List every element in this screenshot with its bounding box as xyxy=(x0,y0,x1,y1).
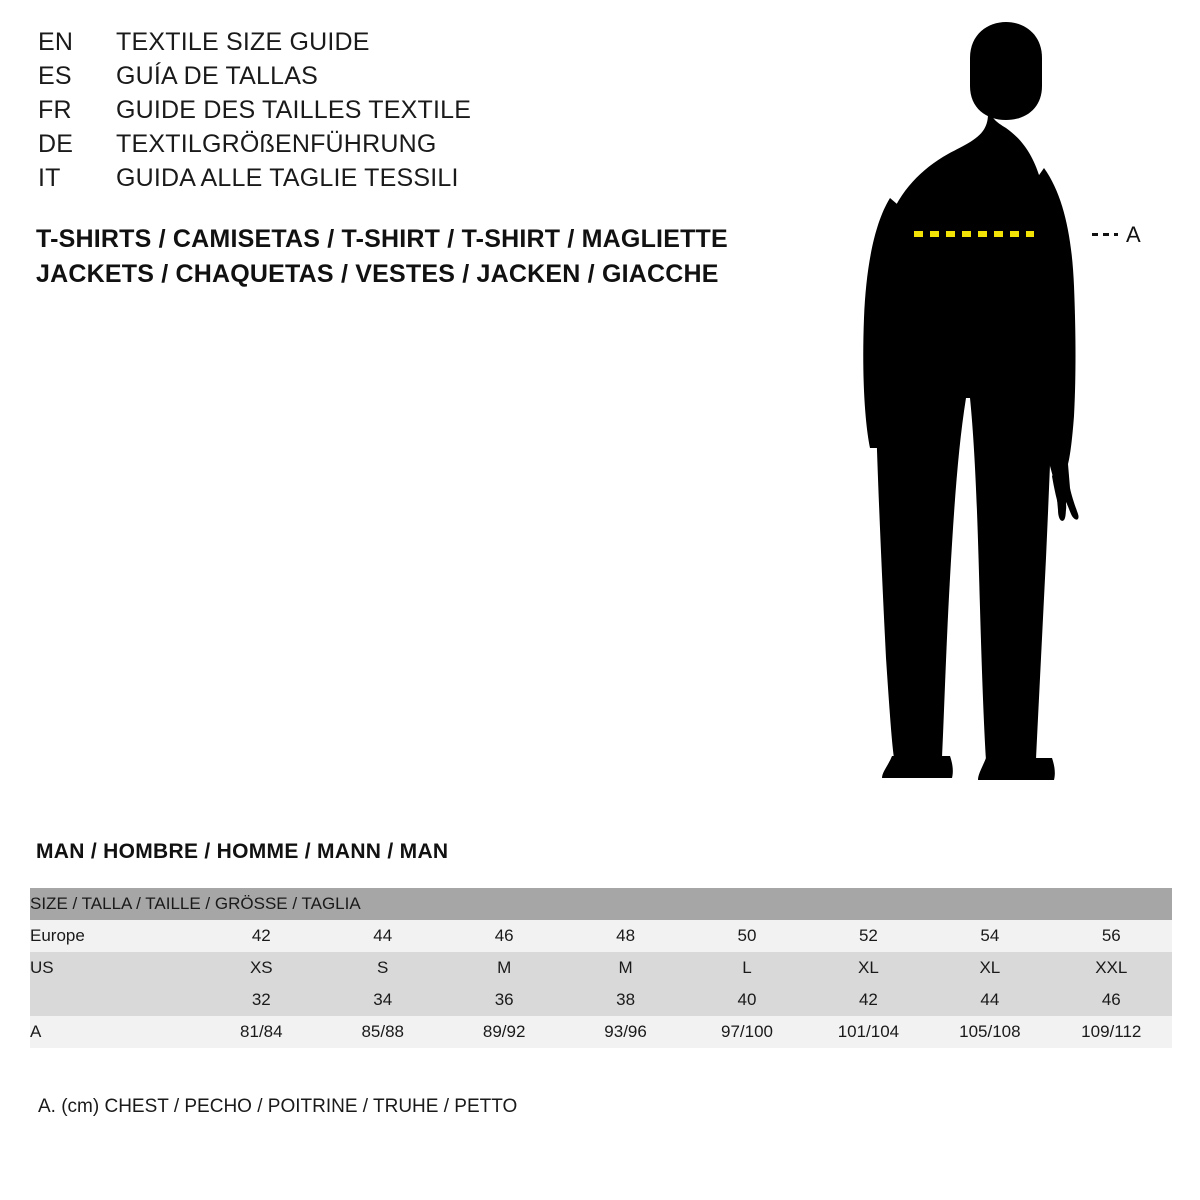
cell-value: 40 xyxy=(686,984,807,1016)
body-silhouette-figure xyxy=(820,18,1180,788)
table-row xyxy=(30,952,1172,984)
language-title: GUIDA ALLE TAGLIE TESSILI xyxy=(116,164,459,192)
cell-value: 101/104 xyxy=(808,1016,929,1048)
cell-value: 44 xyxy=(929,984,1050,1016)
row-label: US xyxy=(30,952,201,984)
cell-value: 97/100 xyxy=(686,1016,807,1048)
table-row xyxy=(30,1016,1172,1048)
man-group-title: MAN / HOMBRE / HOMME / MANN / MAN xyxy=(36,840,449,863)
cell-value: 42 xyxy=(201,920,322,952)
category-jackets: JACKETS / CHAQUETAS / VESTES / JACKEN / GIACCHE xyxy=(36,260,719,288)
cell-value: 46 xyxy=(443,920,564,952)
cell-value: 52 xyxy=(808,920,929,952)
language-row xyxy=(38,28,758,62)
cell-value: XL xyxy=(808,952,929,984)
row-label: A xyxy=(30,1016,201,1048)
language-row xyxy=(38,164,758,198)
cell-value: 81/84 xyxy=(201,1016,322,1048)
language-code: EN xyxy=(38,28,74,56)
cell-value: 32 xyxy=(201,984,322,1016)
language-code: FR xyxy=(38,96,72,124)
row-label xyxy=(30,984,201,1016)
size-table xyxy=(30,888,1172,1048)
cell-value: 105/108 xyxy=(929,1016,1050,1048)
cell-value: 36 xyxy=(443,984,564,1016)
cell-value: 46 xyxy=(1051,984,1172,1016)
cell-value: XS xyxy=(201,952,322,984)
cell-value: 48 xyxy=(565,920,686,952)
table-row xyxy=(30,920,1172,952)
language-row xyxy=(38,96,758,130)
language-title: GUÍA DE TALLAS xyxy=(116,62,318,90)
language-title: TEXTILE SIZE GUIDE xyxy=(116,28,370,56)
cell-value: 109/112 xyxy=(1051,1016,1172,1048)
cell-value: 56 xyxy=(1051,920,1172,952)
language-row xyxy=(38,62,758,96)
silhouette-icon xyxy=(820,18,1180,788)
cell-value: M xyxy=(443,952,564,984)
cell-value: 44 xyxy=(322,920,443,952)
language-header-list xyxy=(38,28,758,198)
cell-value: S xyxy=(322,952,443,984)
language-row xyxy=(38,130,758,164)
cell-value: L xyxy=(686,952,807,984)
cell-value: 34 xyxy=(322,984,443,1016)
measure-leader-line xyxy=(1092,233,1118,236)
size-header-label: SIZE / TALLA / TAILLE / GRÖSSE / TAGLIA xyxy=(30,888,1172,920)
cell-value: 54 xyxy=(929,920,1050,952)
cell-value: 85/88 xyxy=(322,1016,443,1048)
language-code: DE xyxy=(38,130,74,158)
garment-category-list xyxy=(36,222,796,292)
category-tshirts: T-SHIRTS / CAMISETAS / T-SHIRT / T-SHIRT / MAGLIETTE xyxy=(36,225,728,253)
language-code: ES xyxy=(38,62,72,90)
cell-value: 93/96 xyxy=(565,1016,686,1048)
table-row xyxy=(30,984,1172,1016)
cell-value: M xyxy=(565,952,686,984)
measure-label-a: A xyxy=(1126,222,1141,247)
language-title: TEXTILGRÖßENFÜHRUNG xyxy=(116,130,437,158)
language-title: GUIDE DES TAILLES TEXTILE xyxy=(116,96,472,124)
language-code: IT xyxy=(38,164,61,192)
cell-value: 38 xyxy=(565,984,686,1016)
cell-value: 42 xyxy=(808,984,929,1016)
row-label: Europe xyxy=(30,920,201,952)
cell-value: XL xyxy=(929,952,1050,984)
table-header-row xyxy=(30,888,1172,920)
cell-value: 50 xyxy=(686,920,807,952)
measurement-footnote: A. (cm) CHEST / PECHO / POITRINE / TRUHE / PETTO xyxy=(38,1096,518,1117)
cell-value: 89/92 xyxy=(443,1016,564,1048)
cell-value: XXL xyxy=(1051,952,1172,984)
